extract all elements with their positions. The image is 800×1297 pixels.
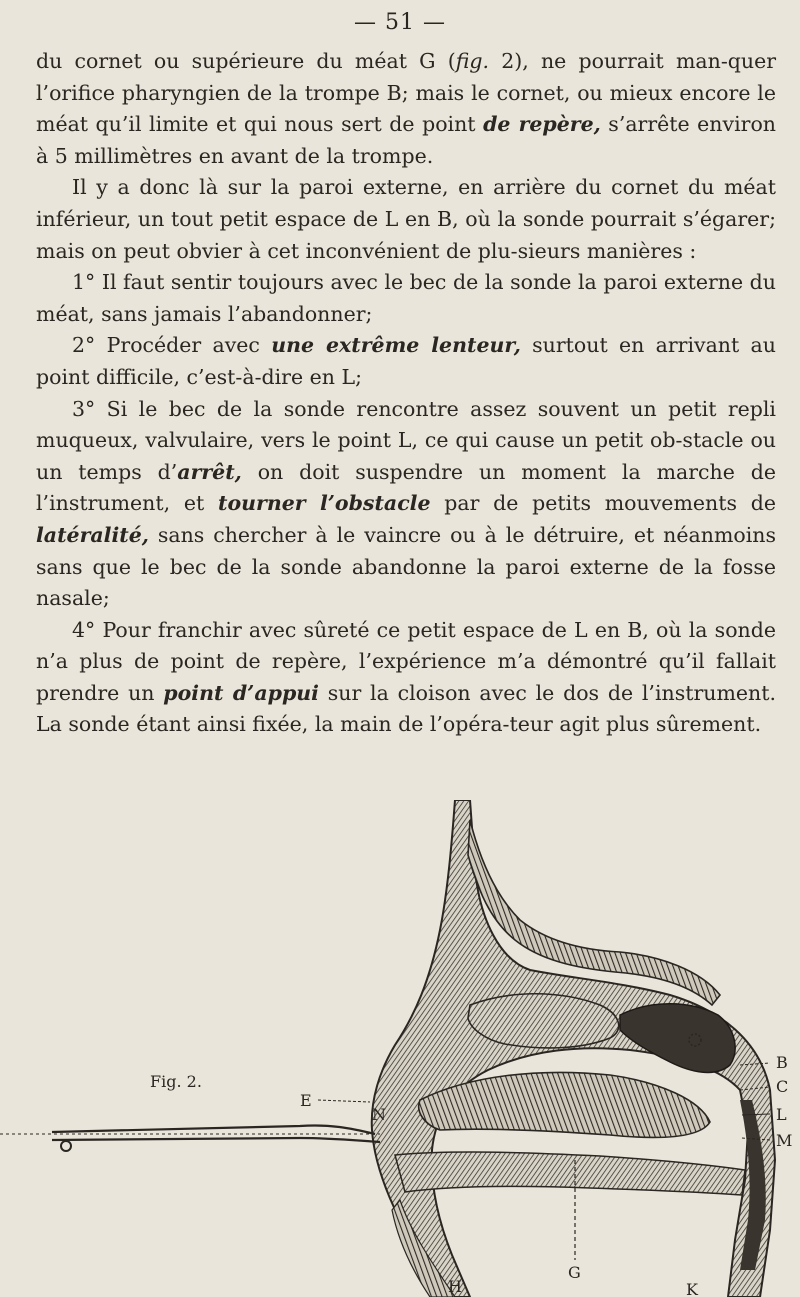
emphasis: point d’appui — [163, 680, 319, 705]
page-number: — 51 — — [354, 10, 446, 35]
label-e: E — [300, 1091, 312, 1110]
paragraph-5 — [36, 394, 776, 615]
text-run: 4° Pour franchir avec sûreté ce petit espace de L en B, où la sonde n’a plus de point de repère, l’expérience m’a démontré qu’il fallait prendre un — [36, 617, 776, 705]
text-run: on doit suspendre un moment la marche de l’instrument, et — [36, 459, 777, 516]
text-run: sur la cloison avec le dos de l’instrument. La sonde étant ainsi fixée, la main de l’opéra-teur agit plus sûrement. — [36, 680, 776, 737]
label-b: B — [776, 1053, 788, 1072]
emphasis: de repère, — [483, 112, 601, 137]
figure-reference: fig. — [455, 49, 490, 73]
paragraph-2: Il y a donc là sur la paroi externe, en arrière du cornet du méat inférieur, un tout petit espace de L en B, où la sonde pourrait s’égarer; mais on peut obvier à cet inconvénient de plu-sieurs manières : — [36, 175, 776, 263]
label-h: H — [448, 1277, 462, 1296]
label-k: K — [686, 1280, 698, 1297]
text-run: surtout en arrivant au point difficile, c’est-à-dire en L; — [36, 333, 776, 389]
paragraph-3: 1° Il faut sentir toujours avec le bec de la sonde la paroi externe du méat, sans jamais l’abandonner; — [36, 270, 776, 326]
figure-caption: Fig. 2. — [150, 1072, 202, 1091]
text-run: 2° Procéder avec — [72, 333, 272, 358]
label-c: C — [776, 1077, 789, 1096]
label-m: M — [776, 1131, 793, 1150]
emphasis: une extrême lenteur, — [271, 333, 521, 358]
anatomical-illustration — [0, 800, 800, 1297]
text-run: sans chercher à le vaincre ou à le détruire, et néanmoins sans que le bec de la sonde abandonne la paroi externe de la fosse nasale; — [36, 522, 776, 611]
emphasis: tourner l’obstacle — [218, 491, 431, 516]
label-l: L — [776, 1105, 787, 1124]
emphasis: arrêt, — [177, 459, 242, 484]
text-run: du cornet ou supérieure du méat G ( — [36, 49, 456, 73]
label-g: G — [568, 1263, 581, 1282]
body-text — [36, 46, 776, 741]
label-n: N — [372, 1105, 386, 1124]
text-run: par de petits mouvements de — [430, 491, 776, 516]
text-run: 2), ne pourrait man-quer l’orifice pharyngien de la trompe B; mais le cornet, ou mieux encore le méat qu’il limite et qui nous sert de point — [36, 49, 777, 137]
catheter-instrument — [0, 1125, 380, 1151]
skull-section — [372, 800, 775, 1297]
paragraph-4 — [36, 330, 776, 393]
text-run: s’arrête environ à 5 millimètres en avant de la trompe. — [36, 112, 776, 168]
figure-2 — [0, 800, 800, 1297]
paragraph-1 — [36, 46, 776, 172]
text-run: 3° Si le bec de la sonde rencontre assez souvent un petit repli muqueux, valvulaire, vers le point L, ce qui cause un petit ob-stacle ou un temps d’ — [36, 396, 776, 484]
paragraph-6 — [36, 615, 776, 741]
emphasis: latéralité, — [36, 522, 149, 547]
